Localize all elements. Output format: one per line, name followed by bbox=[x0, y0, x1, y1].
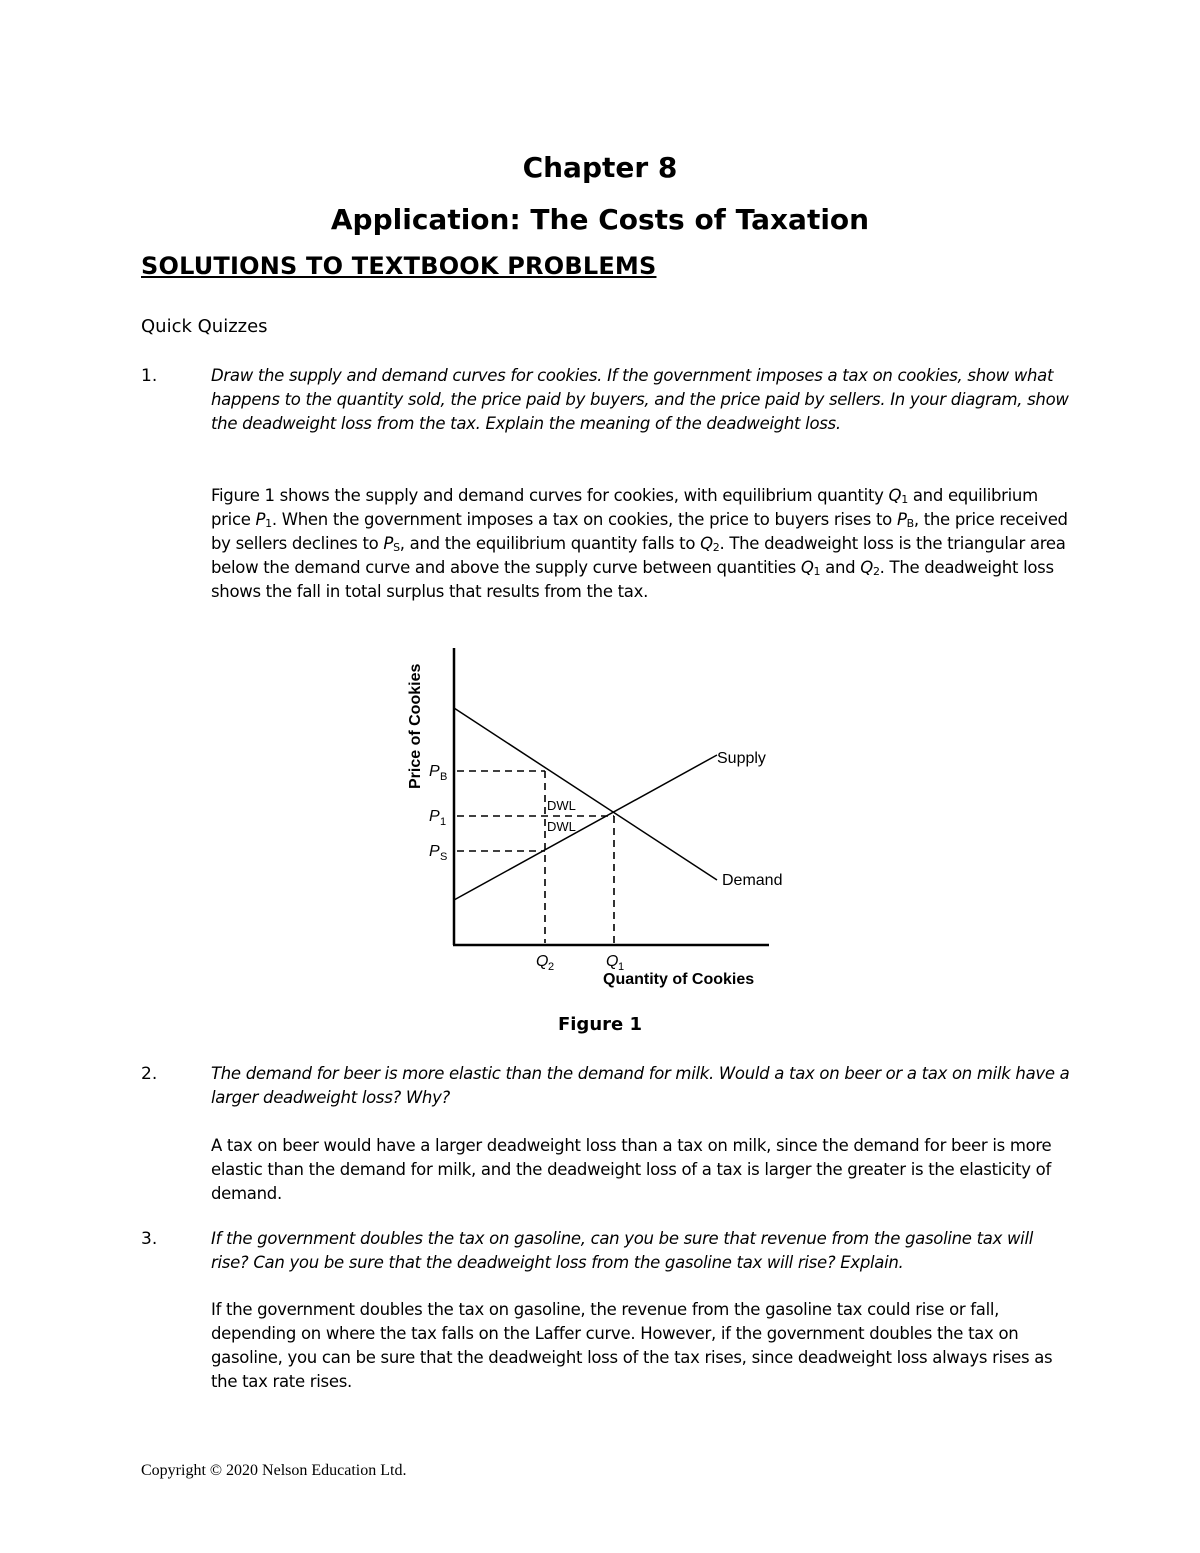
question-number: 1. bbox=[141, 366, 158, 386]
svg-text:B: B bbox=[440, 771, 448, 783]
pb-label bbox=[429, 763, 447, 783]
svg-text:Q: Q bbox=[536, 953, 549, 970]
answer-text: Figure 1 shows the supply and demand curves for cookies, with equilibrium quantity $Q_1$ and equilibrium price $P_1$. When the government imposes a tax on cookies, the price to buyers rises to $P_B$, the price received by sellers declines to $P_S$, and the equilibrium quantity falls to $Q_2$. The deadweight loss is the triangular area below the demand curve and above the supply curve between quantities $Q_1$ and $Q_2$. The deadweight loss shows the fall in total surplus that results from the tax. bbox=[211, 486, 1068, 601]
supply-label: Supply bbox=[717, 750, 766, 767]
svg-text:P: P bbox=[429, 763, 440, 780]
svg-text:P: P bbox=[429, 843, 440, 860]
dwl-label-upper: DWL bbox=[547, 798, 576, 813]
svg-text:1: 1 bbox=[618, 961, 625, 973]
dwl-label-lower: DWL bbox=[547, 819, 576, 834]
question-number: 3. bbox=[141, 1229, 158, 1249]
question-text: Draw the supply and demand curves for cookies. If the government imposes a tax on cookies, show what happens to the quantity sold, the price paid by buyers, and the price paid by sellers. In your diagram, show the deadweight loss from the tax. Explain the meaning of the deadweight loss. bbox=[211, 366, 1069, 433]
svg-text:1: 1 bbox=[440, 816, 447, 828]
chapter-heading bbox=[0, 142, 1200, 246]
svg-text:Q: Q bbox=[606, 953, 619, 970]
subheading: Quick Quizzes bbox=[141, 316, 268, 337]
chapter-title: Application: The Costs of Taxation bbox=[330, 203, 870, 236]
q2-label bbox=[536, 953, 554, 973]
question-text: If the government doubles the tax on gasoline, can you be sure that revenue from the gasoline tax will rise? Can you be sure that the deadweight loss from the gasoline tax will rise? Explain. bbox=[211, 1229, 1034, 1272]
answer-text: If the government doubles the tax on gasoline, the revenue from the gasoline tax could rise or fall, depending on where the tax falls on the Laffer curve. However, if the government doubles the tax on gasoline, you can be sure that the deadweight loss of the tax rises, since deadweight loss always rises as the tax rate rises. bbox=[211, 1300, 1053, 1391]
svg-text:2: 2 bbox=[548, 961, 555, 973]
question-number: 2. bbox=[141, 1064, 158, 1084]
demand-curve bbox=[454, 708, 717, 880]
p1-label bbox=[429, 808, 446, 828]
chapter-number: Chapter 8 bbox=[522, 151, 678, 184]
figure-caption: Figure 1 bbox=[557, 1014, 643, 1035]
q1-label bbox=[606, 953, 624, 973]
supply-demand-diagram bbox=[395, 640, 815, 1000]
svg-text:S: S bbox=[440, 851, 448, 863]
demand-label: Demand bbox=[722, 872, 783, 889]
copyright-footer: Copyright © 2020 Nelson Education Ltd. bbox=[141, 1462, 407, 1479]
x-axis-title: Quantity of Cookies bbox=[603, 971, 755, 988]
supply-curve bbox=[454, 755, 717, 900]
y-axis-title: Price of Cookies bbox=[407, 663, 424, 789]
ps-label bbox=[429, 843, 447, 863]
answer-text: A tax on beer would have a larger deadweight loss than a tax on milk, since the demand for beer is more elastic than the demand for milk, and the deadweight loss of a tax is larger the greater is the elasticity of demand. bbox=[211, 1136, 1052, 1203]
section-title: SOLUTIONS TO TEXTBOOK PROBLEMS bbox=[141, 252, 657, 280]
question-text: The demand for beer is more elastic than the demand for milk. Would a tax on beer or a tax on milk have a larger deadweight loss? Why? bbox=[211, 1064, 1070, 1107]
svg-text:P: P bbox=[429, 808, 440, 825]
